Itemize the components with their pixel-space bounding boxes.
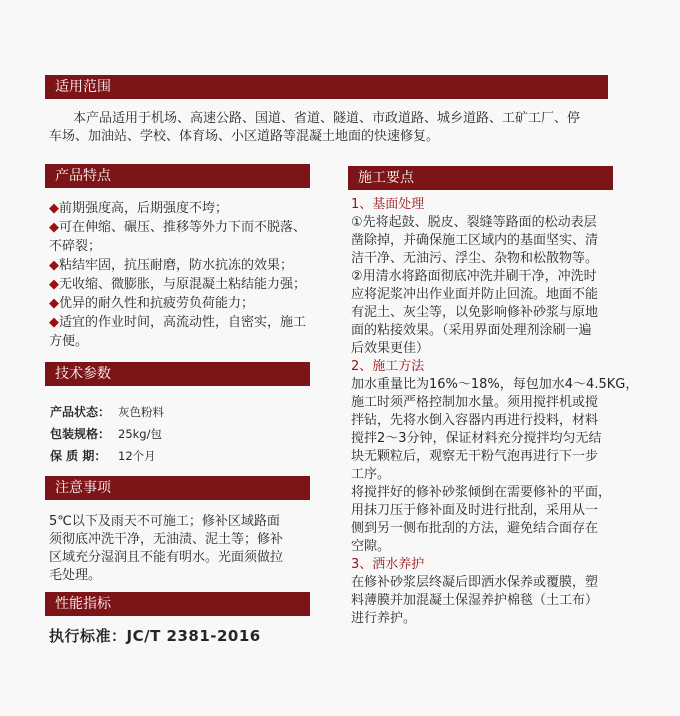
feature-item: [49, 218, 306, 237]
param-key: 产品状态：: [50, 405, 111, 419]
construction-line: 凿除掉，并确保施工区域内的基面坚实、清: [351, 233, 599, 248]
section-header-features: [45, 164, 310, 188]
section-header-scope: [45, 75, 608, 99]
notes-line: 区域充分湿润且不能有明水。光面须做拉: [49, 550, 284, 565]
standard-text: 执行标准：JC/T 2381-2016: [49, 627, 261, 645]
diamond-bullet-icon: ◆: [49, 277, 59, 292]
scope-line: 本产品适用于机场、高速公路、国道、省道、隧道、市政道路、城乡道路、工矿工厂、停: [73, 111, 581, 126]
param-key: 包装规格：: [50, 427, 111, 441]
diamond-bullet-icon: ◆: [49, 258, 59, 273]
features-list: [49, 199, 306, 351]
feature-text: 优异的耐久性和抗疲劳负荷能力；: [59, 296, 255, 311]
feature-item: [49, 237, 306, 256]
construction-line: ②用清水将路面彻底冲洗并刷干净，冲洗时: [351, 269, 597, 284]
section-title: 性能指标: [55, 596, 111, 612]
section-title: 技术参数: [55, 366, 111, 382]
notes-text: [49, 513, 283, 585]
feature-item: [49, 199, 306, 218]
section-header-construction: [348, 166, 613, 190]
construction-line: 应将泥浆冲出作业面并防止回流。地面不能: [351, 287, 599, 302]
construction-line: 有泥土、灰尘等，以免影响修补砂浆与原地: [351, 305, 599, 320]
param-value: 25kg/包: [118, 427, 162, 441]
construction-line: 工序。: [351, 467, 391, 482]
diamond-bullet-icon: ◆: [49, 201, 59, 216]
construction-line: 料薄膜并加混凝土保湿养护棉毯（土工布）: [351, 593, 599, 608]
param-row: [50, 403, 164, 421]
scope-line: 车场、加油站、学校、体育场、小区道路等混凝土地面的快速修复。: [49, 129, 440, 144]
construction-line: 块无颗粒后，观察无干粉气泡再进行下一步: [351, 449, 599, 464]
param-key: 保 质 期：: [50, 449, 107, 463]
construction-line: 在修补砂浆层终凝后即洒水保养或覆膜，塑: [351, 575, 599, 590]
feature-text: 前期强度高，后期强度不垮；: [59, 201, 229, 216]
param-value: 灰色粉料: [118, 405, 164, 419]
diamond-bullet-icon: ◆: [49, 220, 59, 235]
param-row: [50, 447, 156, 465]
section-title: 适用范围: [55, 79, 111, 95]
construction-line: 洁干净、无油污、浮尘、杂物和松散物等。: [351, 251, 599, 266]
notes-line: 毛处理。: [49, 568, 102, 583]
section-title: 产品特点: [55, 168, 111, 184]
construction-line: 侧到另一侧布批刮的方法，避免结合面存在: [351, 521, 599, 536]
feature-text: 方便。: [49, 334, 89, 349]
notes-line: 须彻底冲洗干净，无油渍、泥土等；修补: [49, 532, 284, 547]
construction-list: [351, 196, 638, 628]
construction-subheading: 3、洒水养护: [351, 557, 425, 572]
diamond-bullet-icon: ◆: [49, 296, 59, 311]
construction-line: 施工时须严格控制加水量。须用搅拌机或搅: [351, 395, 599, 410]
section-title: 施工要点: [358, 170, 414, 186]
construction-line: 将搅拌好的修补砂浆倾倒在需要修补的平面，: [351, 485, 612, 500]
construction-line: 后效果更佳）: [351, 341, 430, 356]
param-value: 12个月: [118, 449, 156, 463]
diamond-bullet-icon: ◆: [49, 315, 59, 330]
scope-text: [49, 110, 580, 146]
construction-line: 面的粘接效果。（采用界面处理剂涂刷一遍: [351, 323, 592, 338]
feature-text: 粘结牢固，抗压耐磨，防水抗冻的效果；: [59, 258, 294, 273]
feature-item: [49, 256, 306, 275]
feature-item: [49, 332, 306, 351]
construction-line: 进行养护。: [351, 611, 417, 626]
section-title: 注意事项: [55, 480, 111, 496]
feature-text: 可在伸缩、碾压、推移等外力下而不脱落、: [59, 220, 307, 235]
feature-text: 适宜的作业时间，高流动性，自密实，施工: [59, 315, 307, 330]
construction-line: 加水重量比为16%～18%，每包加水4～4.5KG，: [351, 377, 639, 392]
feature-item: [49, 313, 306, 332]
section-header-params: [45, 362, 310, 386]
notes-line: 5℃以下及雨天不可施工；修补区域路面: [49, 514, 280, 529]
construction-line: 搅拌2～3分钟，保证材料充分搅拌均匀无结: [351, 431, 602, 446]
feature-text: 无收缩、微膨胀，与原混凝土粘结能力强；: [59, 277, 307, 292]
construction-line: 用抹刀压于修补面及时进行批刮，采用从一: [351, 503, 599, 518]
construction-line: 拌钻，先将水倒入容器内再进行投料，材料: [351, 413, 599, 428]
construction-line: 空隙。: [351, 539, 391, 554]
section-header-performance: [45, 592, 310, 616]
construction-subheading: 2、施工方法: [351, 359, 425, 374]
feature-text: 不碎裂；: [49, 239, 102, 254]
feature-item: [49, 275, 306, 294]
construction-line: ①先将起鼓、脱皮、裂缝等路面的松动表层: [351, 215, 597, 230]
feature-item: [49, 294, 306, 313]
param-row: [50, 425, 162, 443]
section-header-notes: [45, 476, 310, 500]
construction-subheading: 1、基面处理: [351, 197, 425, 212]
